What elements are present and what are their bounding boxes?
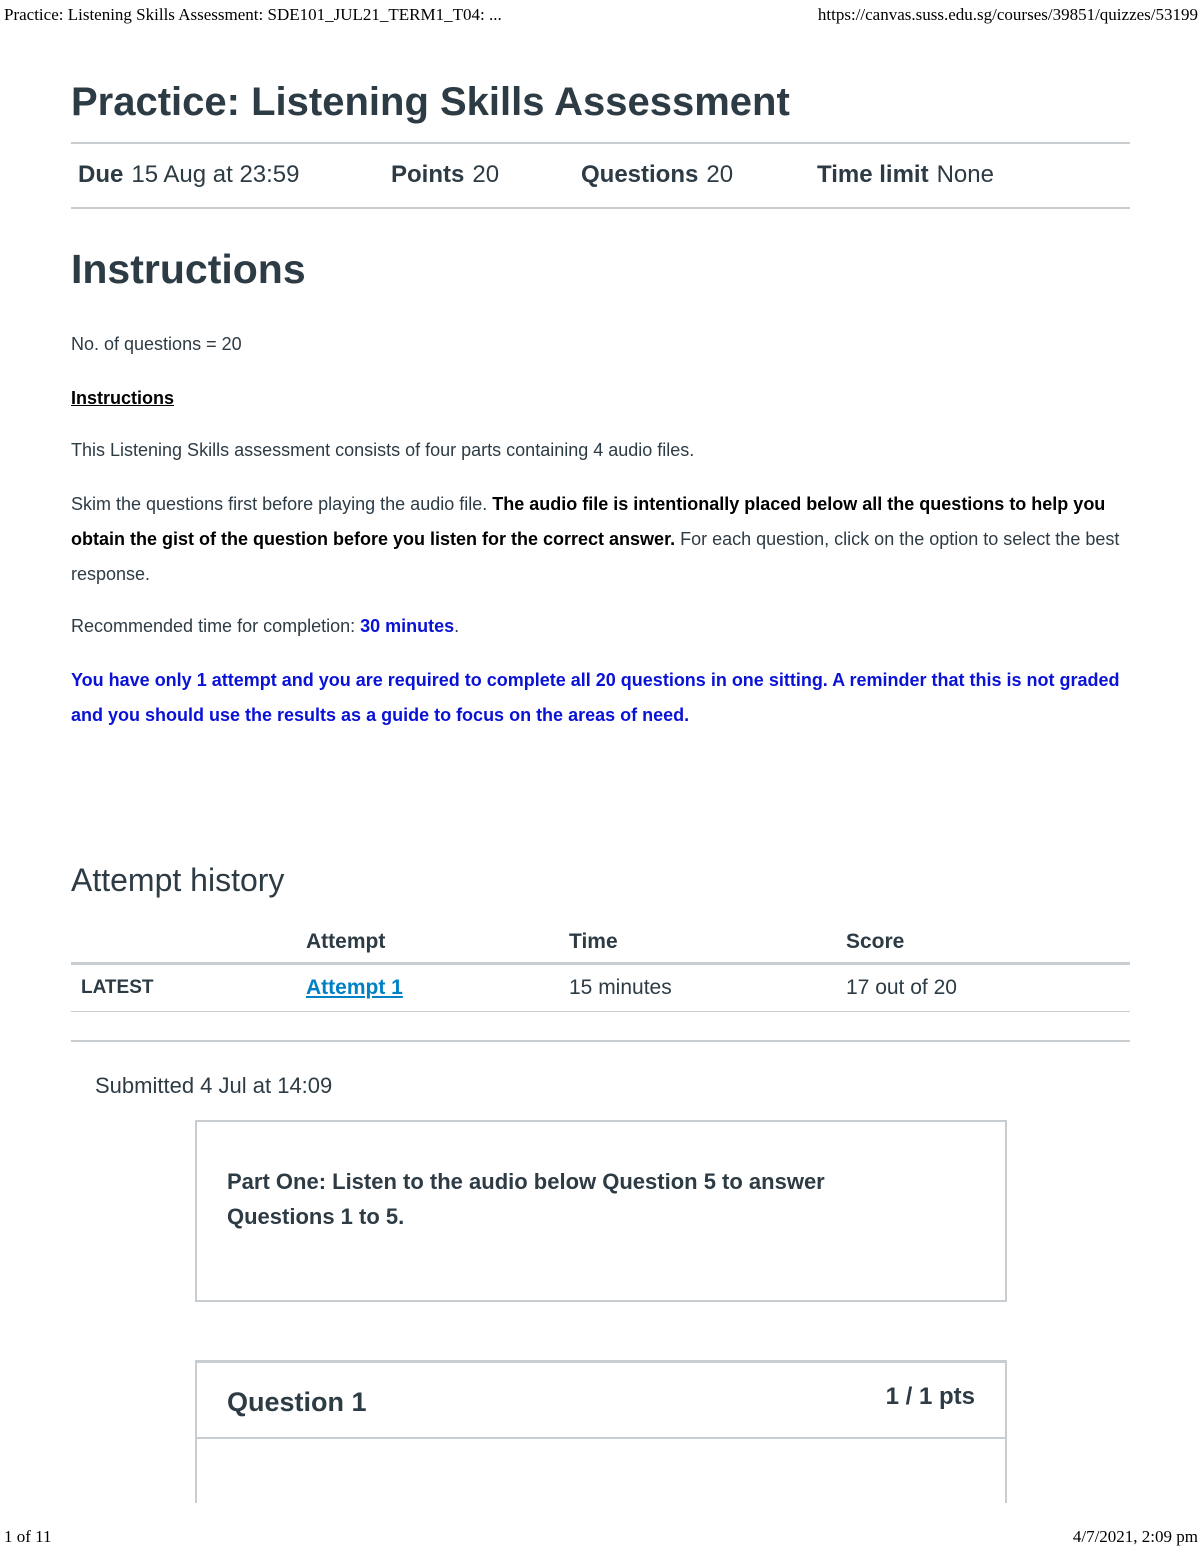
due-value: 15 Aug at 23:59 [131,161,300,188]
column-header [71,922,306,964]
due-detail [78,161,300,189]
instructions-subheading-text: Instructions [71,388,175,408]
recommended-end: . [454,616,460,636]
instructions-subheading [71,381,1130,416]
attempt-link[interactable]: Attempt 1 [306,976,403,999]
para2-bold: The audio file is intentionally placed below all the questions to help you obtain the gist of the question before you listen for the correct answer. [71,494,1106,549]
divider [71,207,1130,209]
part-one-text: Part One: Listen to the audio below Question 5 to answer Questions 1 to 5. [227,1169,825,1229]
column-header: Time [569,922,846,964]
part-one-box [195,1120,1007,1302]
question-header [197,1363,1005,1439]
question-title: Question 1 [227,1387,367,1417]
questions-detail [581,161,733,189]
attempt-notice [71,663,1130,733]
instructions-para1: This Listening Skills assessment consists of four parts containing 4 audio files. [71,440,695,460]
recommended-value: 30 minutes [360,616,455,636]
points-value: 20 [472,161,500,188]
page-number: 1 of 11 [4,1527,52,1546]
column-header: Score [846,922,1130,964]
print-footer [0,1523,1200,1553]
attempt-cell [306,964,569,1012]
points-detail [391,161,499,189]
attempt-history-table [71,922,1130,1012]
time-limit-label: Time limit [817,161,929,188]
print-header-title: Practice: Listening Skills Assessment: SDE101_JUL21_TERM1_T04: ... [4,5,502,24]
divider [71,142,1130,144]
submitted-timestamp: Submitted 4 Jul at 14:09 [95,1073,333,1098]
question-card [195,1360,1007,1503]
instructions-heading: Instructions [71,246,306,292]
attempt-score: 17 out of 20 [846,964,1130,1012]
print-date: 4/7/2021, 2:09 pm [1072,1527,1198,1546]
time-limit-detail [817,161,994,189]
attempt-time: 15 minutes [569,964,846,1012]
column-header: Attempt [306,922,569,964]
time-limit-value: None [936,161,994,188]
print-header-url: https://canvas.suss.edu.sg/courses/39851/quizzes/53199 [817,5,1198,24]
instructions-para2 [71,487,1130,592]
attempt-history-heading: Attempt history [71,862,285,898]
recommended-label: Recommended time for completion: [71,616,361,636]
table-header-row [71,922,1130,964]
para2-start: Skim the questions first before playing the audio file. [71,494,493,514]
page-title: Practice: Listening Skills Assessment [71,80,790,124]
num-questions-text: No. of questions = 20 [71,334,242,354]
due-label: Due [78,161,124,188]
divider [71,1040,1130,1042]
table-row [71,964,1130,1012]
points-label: Points [391,161,465,188]
recommended-time [71,609,1130,644]
attempt-notice-text: You have only 1 attempt and you are required to complete all 20 questions in one sitting. A reminder that this is not graded and you should use the results as a guide to focus on the areas of need. [71,670,1120,725]
para2-end: For each question, click on the option to select the best response. [71,529,1120,584]
print-header [0,0,1200,30]
questions-label: Questions [581,161,699,188]
question-points: 1 / 1 pts [885,1383,975,1410]
questions-value: 20 [706,161,734,188]
attempt-status: LATEST [71,964,306,1012]
